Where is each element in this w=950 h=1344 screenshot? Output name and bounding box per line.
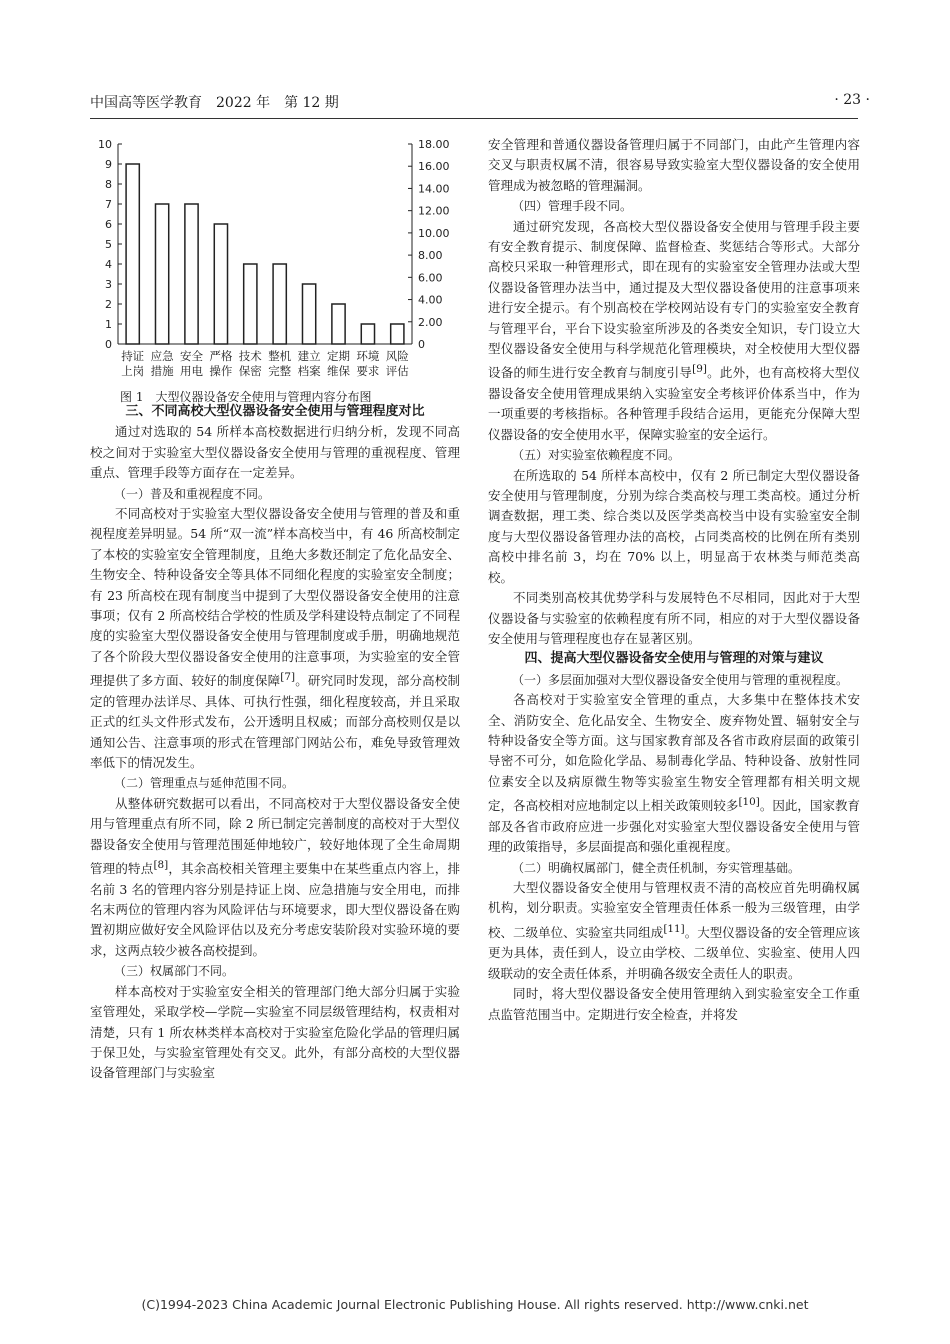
paragraph: 样本高校对于实验室安全相关的管理部门绝大部分归属于实验室管理处，采取学校—学院—实验室不同层级管理结构，权责相对清楚，只有 1 所农林类样本高校对于实验室危险化学品的管理归属于保卫处，与实验室管理处有交叉。此外，有部分高校的大型仪器设备管理部门与实验室 (90, 983, 460, 1081)
right-tick-label: 14.00 (418, 182, 450, 196)
left-tick-label: 10 (98, 138, 112, 151)
left-tick-label: 4 (105, 258, 112, 271)
right-tick-label: 16.00 (418, 160, 450, 174)
category-label: 保密 (238, 364, 262, 378)
header-rule (90, 118, 858, 119)
subsection-heading: （四）管理手段不同。 (512, 199, 633, 214)
left-tick-label: 6 (105, 218, 112, 231)
bar-chart (90, 132, 470, 382)
paragraph: 各高校对于实验室安全管理的重点，大多集中在整体技术安全、消防安全、危化品安全、生物安全、废弃物处置、辐射安全与特种设备安全等方面。这与国家教育部及各省市政府层面的政策引导密不可分，如危险化学品、易制毒化学品、特种设备、放射性同位素安全以及病原微生物等实验室生物安全管理都有相关明文规定，各高校相对应地制定以上相关政策则较多[10]。因此，国家教育部及各省市政府应进一步强化对实验室大型仪器设备安全使用与管理的政策指导，多层面提高和强化重视程度。 (488, 692, 860, 855)
citation: [10] (738, 796, 760, 809)
bar (126, 164, 139, 344)
category-label: 建立 (297, 349, 321, 363)
subsection-heading: （三）权属部门不同。 (114, 964, 235, 979)
citation: [11] (663, 922, 685, 935)
left-tick-label: 2 (105, 298, 112, 311)
left-tick-label: 3 (105, 278, 112, 291)
paragraph: 不同高校对于实验室大型仪器设备安全使用与管理的普及和重视程度差异明显。54 所“双一流”样本高校当中，有 46 所高校制定了本校的实验室安全管理制度，且绝大多数还制定了危化品安全、生物安全、特种设备安全等具体不同细化程度的实验室安全制度；有 23 所高校在现有制度当中提到了大型仪器设备安全使用的注意事项；仅有 2 所高校结合学校的性质及学科建设特点制定了不同程度的实验室大型仪器设备安全使用与管理制度或手册，明确地规范了各个阶段大型仪器设备安全使用的注意事项，为实验室的安全管理提供了多方面、较好的制度保障[7]。研究同时发现，部分高校制定的管理办法详尽、具体、可执行性强，细化程度较高，并且采取正式的红头文件形式发布，公开透明且权威；而部分高校则仅是以通知公告、注意事项的形式在管理部门网站公布，难免导致管理效率低下的情况发生。 (90, 506, 460, 771)
subsection-heading: （二）明确权属部门，健全责任机制，夯实管理基础。 (512, 860, 801, 875)
category-label: 持证 (121, 349, 145, 363)
figure-caption: 图 1 大型仪器设备安全使用与管理内容分布图 (120, 390, 372, 404)
right-tick-label: 0 (418, 338, 425, 351)
category-label: 维保 (327, 364, 350, 378)
bar (185, 204, 198, 344)
category-label: 定期 (327, 349, 350, 363)
category-label: 技术 (238, 349, 262, 363)
page-number: · 23 · (834, 92, 870, 108)
left-tick-label: 7 (105, 198, 112, 211)
left-column (90, 402, 460, 1084)
category-label: 整机 (268, 349, 292, 363)
category-label: 应急 (150, 349, 174, 363)
citation: [9] (692, 363, 707, 376)
paragraph: 在所选取的 54 所样本高校中，仅有 2 所已制定大型仪器设备安全使用与管理制度，分别为综合类高校与理工类高校。通过分析调查数据，理工类、综合类以及医学类高校当中设有实验室安全制度与大型仪器设备管理办法的高校，占同类高校的比例在所有类别高校中排名前 3，均在 70% 以上，明显高于农林类与师范类高校。 (488, 467, 860, 585)
paragraph: 从整体研究数据可以看出，不同高校对于大型仪器设备安全使用与管理重点有所不同，除 2 所已制定完善制度的高校对于大型仪器设备安全使用与管理范围延伸地较广，较好地体现了全生命周期管理的特点[8]，其余高校相关管理主要集中在某些重点内容上，排名前 3 名的管理内容分别是持证上岗、应急措施与安全用电，而排名末两位的管理内容为风险评估与环境要求，即大型仪器设备在购置初期应做好安全风险评估以及充分考虑安装阶段对实验环境的要求，这两点较少被各高校提到。 (90, 795, 460, 958)
right-tick-label: 10.00 (418, 226, 450, 240)
copyright-footer: (C)1994-2023 China Academic Journal Electronic Publishing House. All rights reserved. http://www.cnki.net (141, 1297, 809, 1312)
right-column (488, 135, 860, 1025)
citation: [8] (153, 859, 169, 872)
left-tick-label: 5 (105, 238, 112, 251)
bar (244, 264, 257, 344)
right-tick-label: 12.00 (418, 204, 450, 218)
subsection-heading: （二）管理重点与延伸范围不同。 (114, 776, 295, 791)
category-label: 安全 (180, 349, 203, 363)
bar (391, 324, 404, 344)
category-label: 档案 (297, 364, 321, 378)
category-label: 措施 (150, 364, 174, 378)
subsection-heading: （一）多层面加强对大型仪器设备安全使用与管理的重视程度。 (512, 672, 849, 687)
section-4-title: 四、提高大型仪器设备安全使用与管理的对策与建议 (524, 651, 824, 667)
right-tick-label: 6.00 (418, 271, 443, 285)
bar (214, 224, 227, 344)
bar (302, 284, 315, 344)
paragraph: 大型仪器设备安全使用与管理权责不清的高校应首先明确权属机构，划分职责。实验室安全管理责任体系一般为三级管理，由学校、二级单位、实验室共同组成[11]。大型仪器设备的安全管理应该更为具体，责任到人，设立由学校、二级单位、实验室、使用人四级联动的安全责任体系，并明确各级安全责任人的职责。 (488, 879, 860, 981)
category-label: 风险 (385, 349, 409, 363)
left-tick-label: 9 (105, 158, 112, 171)
right-tick-label: 18.00 (418, 138, 450, 151)
bar (273, 264, 286, 344)
paragraph: 不同类别高校其优势学科与发展特色不尽相同，因此对于大型仪器设备与实验室的依赖程度有所不同，相应的对于大型仪器设备安全使用与管理程度也存在显著区别。 (488, 590, 860, 646)
paragraph: 通过研究发现，各高校大型仪器设备安全使用与管理手段主要有安全教育提示、制度保障、监督检查、奖惩结合等形式。大部分高校只采取一种管理形式，即在现有的实验室安全管理办法或大型仪器设备管理办法当中，通过提及大型仪器设备使用的注意事项来进行安全提示。有个别高校在学校网站设有专门的实验室安全教育与管理平台，平台下设实验室所涉及的各类安全知识，专门设立大型仪器设备安全使用与科学规范化管理模块，对全校使用大型仪器设备的师生进行安全教育与制度引导[9]。此外，也有高校将大型仪器设备安全使用管理成果纳入实验室安全考核评价体系当中，作为一项重要的考核指标。各种管理手段结合运用，更能充分保障大型仪器设备的安全使用水平，保障实验室的安全运行。 (488, 218, 860, 442)
bar (155, 204, 168, 344)
left-tick-label: 8 (105, 178, 112, 191)
left-tick-label: 0 (105, 338, 112, 351)
category-label: 严格 (209, 349, 233, 363)
paragraph: 通过对选取的 54 所样本高校数据进行归纳分析，发现不同高校之间对于实验室大型仪器设备安全使用与管理的重视程度、管理重点、管理手段等方面存在一定差异。 (90, 424, 460, 481)
category-label: 评估 (385, 364, 409, 378)
right-tick-label: 4.00 (418, 293, 443, 307)
journal-info: 中国高等医学教育 2022 年 第 12 期 (90, 95, 339, 111)
category-label: 用电 (180, 364, 203, 378)
left-tick-label: 1 (105, 318, 112, 331)
citation: [7] (280, 671, 296, 684)
right-tick-label: 8.00 (418, 249, 443, 263)
bar (332, 304, 345, 344)
right-tick-label: 2.00 (418, 315, 443, 329)
paragraph: 安全管理和普通仪器设备管理归属于不同部门，由此产生管理内容交叉与职责权属不清，很容易导致实验室大型仪器设备的安全使用管理成为被忽略的管理漏洞。 (488, 137, 860, 193)
category-label: 环境 (356, 349, 380, 363)
bar (361, 324, 374, 344)
category-label: 上岗 (121, 364, 145, 378)
running-header (90, 92, 870, 112)
subsection-heading: （五）对实验室依赖程度不同。 (512, 448, 681, 463)
category-label: 操作 (209, 364, 233, 378)
category-label: 完整 (268, 364, 292, 378)
category-label: 要求 (356, 364, 380, 378)
subsection-heading: （一）普及和重视程度不同。 (114, 486, 271, 501)
section-3-title: 三、不同高校大型仪器设备安全使用与管理程度对比 (125, 404, 425, 419)
paragraph: 同时，将大型仪器设备安全使用管理纳入到实验室安全工作重点监管范围当中。定期进行安全检查，并将发 (488, 986, 860, 1022)
